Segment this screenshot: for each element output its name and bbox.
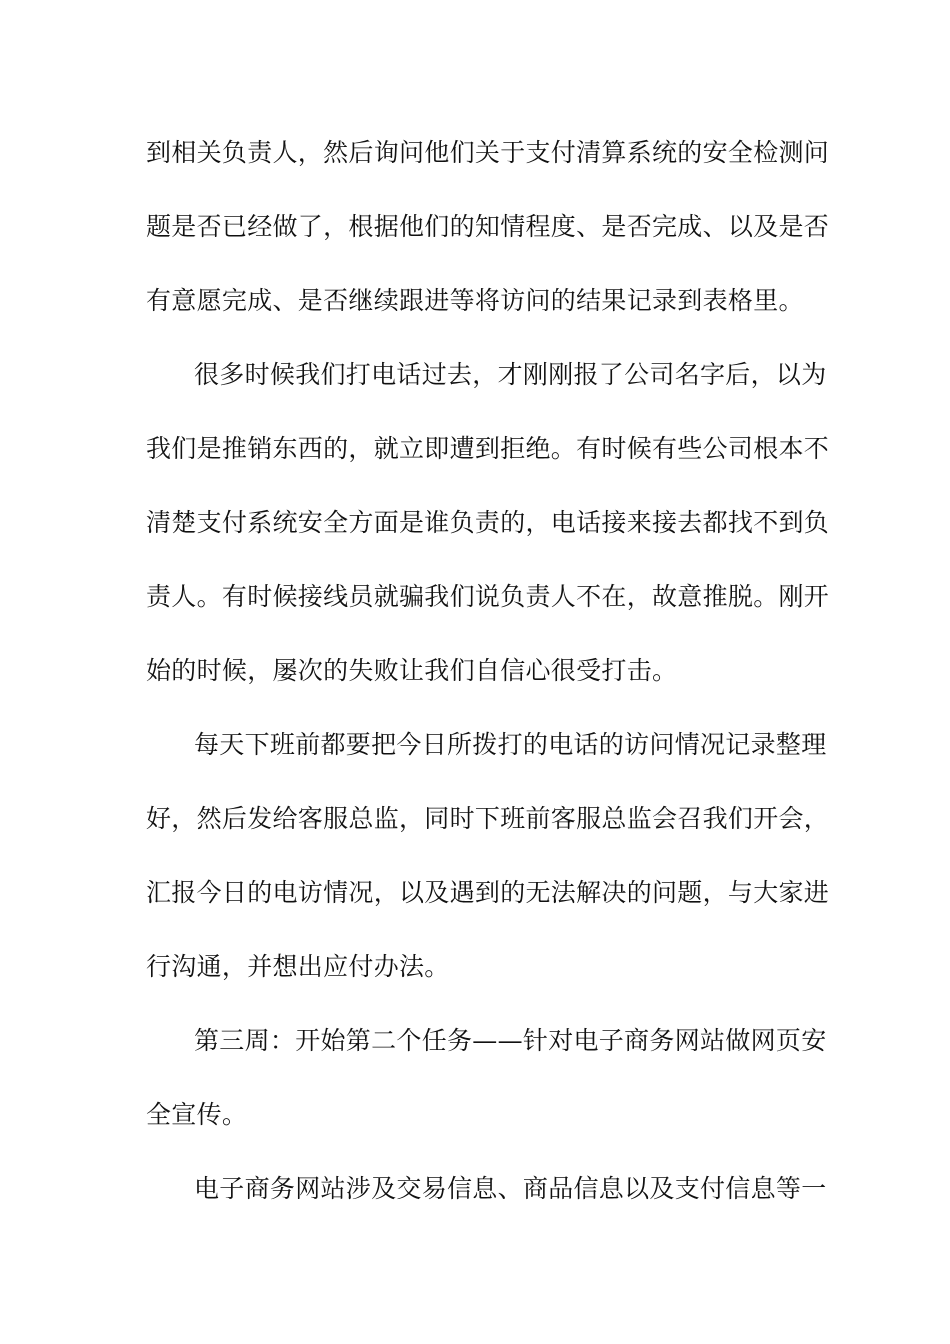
text-line: 全宣传。 <box>146 1100 248 1129</box>
text-line: 我们是推销东西的，就立即遭到拒绝。有时候有些公司根本不 <box>146 434 830 463</box>
text-line: 到相关负责人，然后询问他们关于支付清算系统的安全检测问 <box>146 138 830 167</box>
text-line: 好，然后发给客服总监，同时下班前客服总监会召我们开会， <box>146 804 830 833</box>
paragraph-first-line: 很多时候我们打电话过去，才刚刚报了公司名字后，以为 <box>194 360 827 389</box>
text-line: 汇报今日的电访情况，以及遇到的无法解决的问题，与大家进 <box>146 878 830 907</box>
text-line: 有意愿完成、是否继续跟进等将访问的结果记录到表格里。 <box>146 286 804 315</box>
paragraph-first-line: 电子商务网站涉及交易信息、商品信息以及支付信息等一 <box>194 1174 827 1203</box>
document-body <box>146 130 830 1240</box>
text-line: 始的时候，屡次的失败让我们自信心很受打击。 <box>146 656 678 685</box>
text-line: 行沟通，并想出应付办法。 <box>146 952 450 981</box>
text-line: 清楚支付系统安全方面是谁负责的，电话接来接去都找不到负 <box>146 508 830 537</box>
text-line: 责人。有时候接线员就骗我们说负责人不在，故意推脱。刚开 <box>146 582 830 611</box>
paragraph-first-line: 第三周：开始第二个任务——针对电子商务网站做网页安 <box>194 1026 827 1055</box>
paragraph-first-line: 每天下班前都要把今日所拨打的电话的访问情况记录整理 <box>194 730 827 759</box>
text-line: 题是否已经做了，根据他们的知情程度、是否完成、以及是否 <box>146 212 830 241</box>
